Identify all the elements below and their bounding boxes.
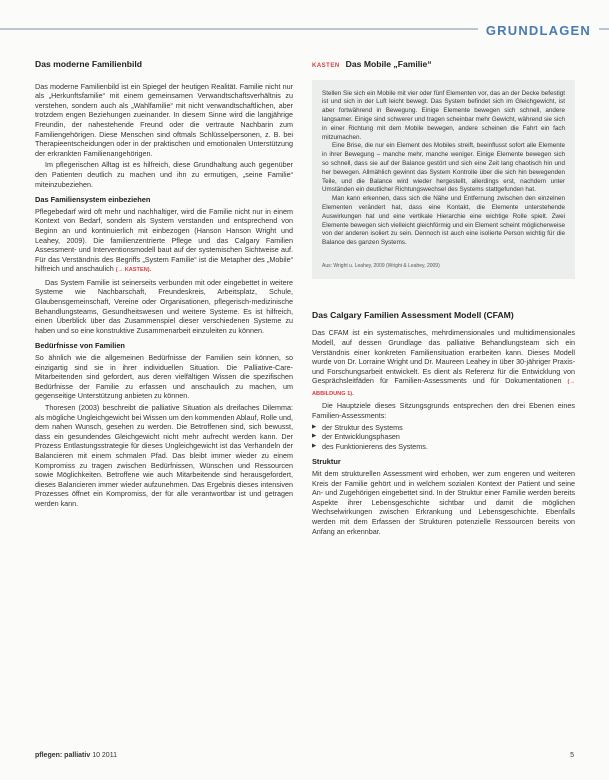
needs-paragraph-2: Thoresen (2003) beschreibt die palliative Situation als dreifaches Dilemma: als mögliche Ungleichgewicht bei Wissen um den kommenden Ablauf, Rolle und, dem nahen Wunsch, gesehen zu werden. Die Betroffenen sind, sich bewusst, dass ein gesundendes Gleichgewicht nicht mehr aufrecht werden kann. Der Prozess Entlastungsstrategie für dieses Ungleichgewicht ist das Verhandeln der Balancieren mit einem schmalen Pfad. Das bleibt immer wieder zu einem Kompromiss zu tragen zwischen Bedürfnissen, Wünschen und Ressourcen sowie Möglichkeiten. Betroffene wie auch Mitarbeitende sind herausgefordert, dieses Balancieren immer wieder aufzunehmen. Das Ergebnis dieses intensiven Prozesses öffnet ein Kompromiss, der für alle verantwortbar ist und getragen werden kann. xyxy=(35,403,293,508)
journal-issue: 10 2011 xyxy=(92,752,117,759)
kasten-label: KASTEN xyxy=(312,63,340,69)
needs-paragraph-1: So ähnlich wie die allgemeinen Bedürfnisse der Familien sein können, so einzigartig sind sie in ihrer individuellen Situation. Die Palliative-Care-Mitarbeitenden sind gefordert, aus deren vielfältigen Wissen die spezifischen Bedürfnisse der Familie zu erfassen und anschaulich zu machen, um gegenseitige Unterstützung anbieten zu können. xyxy=(35,353,293,401)
calgary-paragraph-1-text: Das CFAM ist ein systematisches, mehrdimensionales und multidimensionales Modell, auf dessen Grundlage das palliative Behandlungsteam sich ein Verständnis einer konkreten Familiensituation erarbeiten kann. Dieses Modell wurde von Dr. Lorraine Wright und Dr. Maureen Leahey in über 30-jähriger Praxis- und Forschungsarbeit entwickelt. Es dient als Referenz für die Entwicklung von Gesprächsleitfäden für Familien-Assessments und für Dokumentationen xyxy=(312,328,575,386)
kasten-header xyxy=(312,60,575,72)
needs-heading: Bedürfnisse von Familien xyxy=(35,341,125,351)
kasten-paragraph-1: Stellen Sie sich ein Mobile mit vier oder fünf Elementen vor, das an der Decke befestigt ist und sich in der Luft leicht bewegt. Das System befindet sich im Gleichgewicht, ist aber fortwährend in Bewegung. Einige Elemente bewegen sich schnell, andere langsamer. Einige sind schwerer und tragen scheinbar mehr Gewicht, während sie sich in einer Richtung mit dem Mobile bewegen, andere scheinen die Fahrt ein fach mitzumachen. xyxy=(322,89,565,141)
article-title: Das moderne Familienbild xyxy=(35,59,142,69)
calgary-heading: Das Calgary Familien Assessment Modell (CFAM) xyxy=(312,309,514,320)
calgary-paragraph-2: Die Hauptziele dieses Sitzungsgrunds entsprechen den drei Ebenen eines Familien-Assessments: xyxy=(312,401,575,421)
system-paragraph-1-text: Pflegebedarf wird oft mehr und nachhaltiger, wird die Familie nicht nur in einem Kontext von Bedarf, sondern als System verstanden und entsprechend von Beginn an und kontinuierlich mit einbezogen (Hanson Hanson Wright und Leahey, 2009). Die familienzentrierte Pflege und das Calgary Familien Assessment- und Interventionsmodell baut auf der systemischen Sichtweise auf. Für das Verständnis des Begriffs „System Familie“ ist die Metapher des „Mobile“ hilfreich und anschaulich xyxy=(35,206,293,274)
system-paragraph-2: Das System Familie ist seinerseits verbunden mit oder eingebettet in weitere Systeme wie Nachbarschaft, Freundeskreis, Arbeitsplatz, Schule, Glaubensgemeinschaft, Vereine oder Organisationen, pflegerisch-medizinische Behandlungsteams, Gesundheitswesen und weitere Systeme. Es ist hilfreich, einen Überblick über das Zusammenspiel dieser verschiedenen Systeme zu haben und so eine konstruktive Zusammenarbeit einzuleiten zu können. xyxy=(35,277,293,335)
left-column xyxy=(35,60,293,511)
structure-heading: Struktur xyxy=(312,457,341,467)
intro-paragraph-2: Im pflegerischen Alltag ist es hilfreich, diese Grundhaltung auch gegenüber den Patienten deutlich zu machen und ihn zu ermutigen, „seine Familie“ miteinzubeziehen. xyxy=(35,160,293,189)
kasten-paragraph-2: Eine Brise, die nur ein Element des Mobiles streift, beeinflusst sofort alle Elemente in ihrer Bewegung – manche mehr, manche weniger. Einige Elemente bewegen sich so schnell, dass sie auf der Balance gestört und sich eine Zeit lang chaotisch hin und her bewegen. Allmählich gewinnt das System Kontrolle über die sich hin bewegenden Teile, und die Balance wird wieder hergestellt, allerdings erst, nachdem unter Umständen ein deutlicher Richtungswechsel des Systems stattgefunden hat. xyxy=(322,142,565,194)
page-number: 5 xyxy=(570,752,574,759)
calgary-paragraph-1 xyxy=(312,328,575,399)
kasten-reference-link[interactable]: (→ KASTEN). xyxy=(115,267,152,274)
system-paragraph-1 xyxy=(35,207,293,276)
list-item: ▶ des Funktionierens des Systems. xyxy=(312,442,575,452)
kasten-paragraph-3: Man kann erkennen, dass sich die Nähe und Entfernung zwischen den einzelnen Elementen verändert hat, dass eine Kontakt, die Elemente unterstehende Auswirkungen hat und eine vertikale Hierarchie eine wichtige Rolle spielt. Zwei Elemente bewegen sich vielleicht gleichförmig und ein Element scheint möglicherweise von der anderen isoliert zu sein. Dennoch ist auch eine isolierte Person wichtig für die Balance des ganzen Systems. xyxy=(322,195,565,247)
section-header: GRUNDLAGEN xyxy=(478,20,599,41)
structure-paragraph: Mit dem strukturellen Assessment wird erhoben, wer zum engeren und weiteren Kreis der Familie gehört und in welchem sozialen Kontext der Patient und seine An- und Zugehörigen eingebettet sind. In der Struktur einer Familie werden bereits Aspekte ihrer Lebensgeschichte sichtbar und damit die möglichen Wechselwirkungen zwischen Erkrankung und Lebensgeschichte. Ebenfalls werden mit dem Erfassen der Strukturen potenzielle Ressourcen bereits von Anfang an erkennbar. xyxy=(312,469,575,536)
footer-journal xyxy=(35,752,117,759)
list-item: ▶ der Entwicklungsphasen xyxy=(312,432,575,442)
list-item: ▶ der Struktur des Systems xyxy=(312,423,575,433)
kasten-source: Aus: Wright u. Leahey, 2009 (Wright & Leahey, 2009) xyxy=(322,262,440,269)
journal-name: pflegen: palliativ xyxy=(35,752,91,759)
figure-reference-link[interactable]: (→ ABBILDUNG 1). xyxy=(312,379,576,397)
intro-paragraph: Das moderne Familienbild ist ein Spiegel der heutigen Realität. Familie nicht nur als „Herkunftsfamilie“ mit einem gemeinsamen Verwandtschaftsverhältnis zu verstehen, sondern auch als „Wahlfamilie“ mit nicht verwandtschaftlichen, aber trotzdem engen Beziehungen zueinander. In diesem Sinne wird die langjährige Freundin, der nahestehende Freund oder die vertraute Nachbarin zum Familiengehörigen. Diese Menschen sind oftmals Schlüsselpersonen, z. B. bei Therapieentscheidungen oder in der praktischen und emotionalen Unterstützung der erkrankten Familienangehörigen. xyxy=(35,81,293,158)
right-column xyxy=(312,60,575,538)
kasten-box xyxy=(312,80,575,279)
calgary-bullet-list xyxy=(312,423,575,452)
system-heading: Das Familiensystem einbeziehen xyxy=(35,195,151,205)
kasten-title: Das Mobile „Familie“ xyxy=(345,59,432,69)
